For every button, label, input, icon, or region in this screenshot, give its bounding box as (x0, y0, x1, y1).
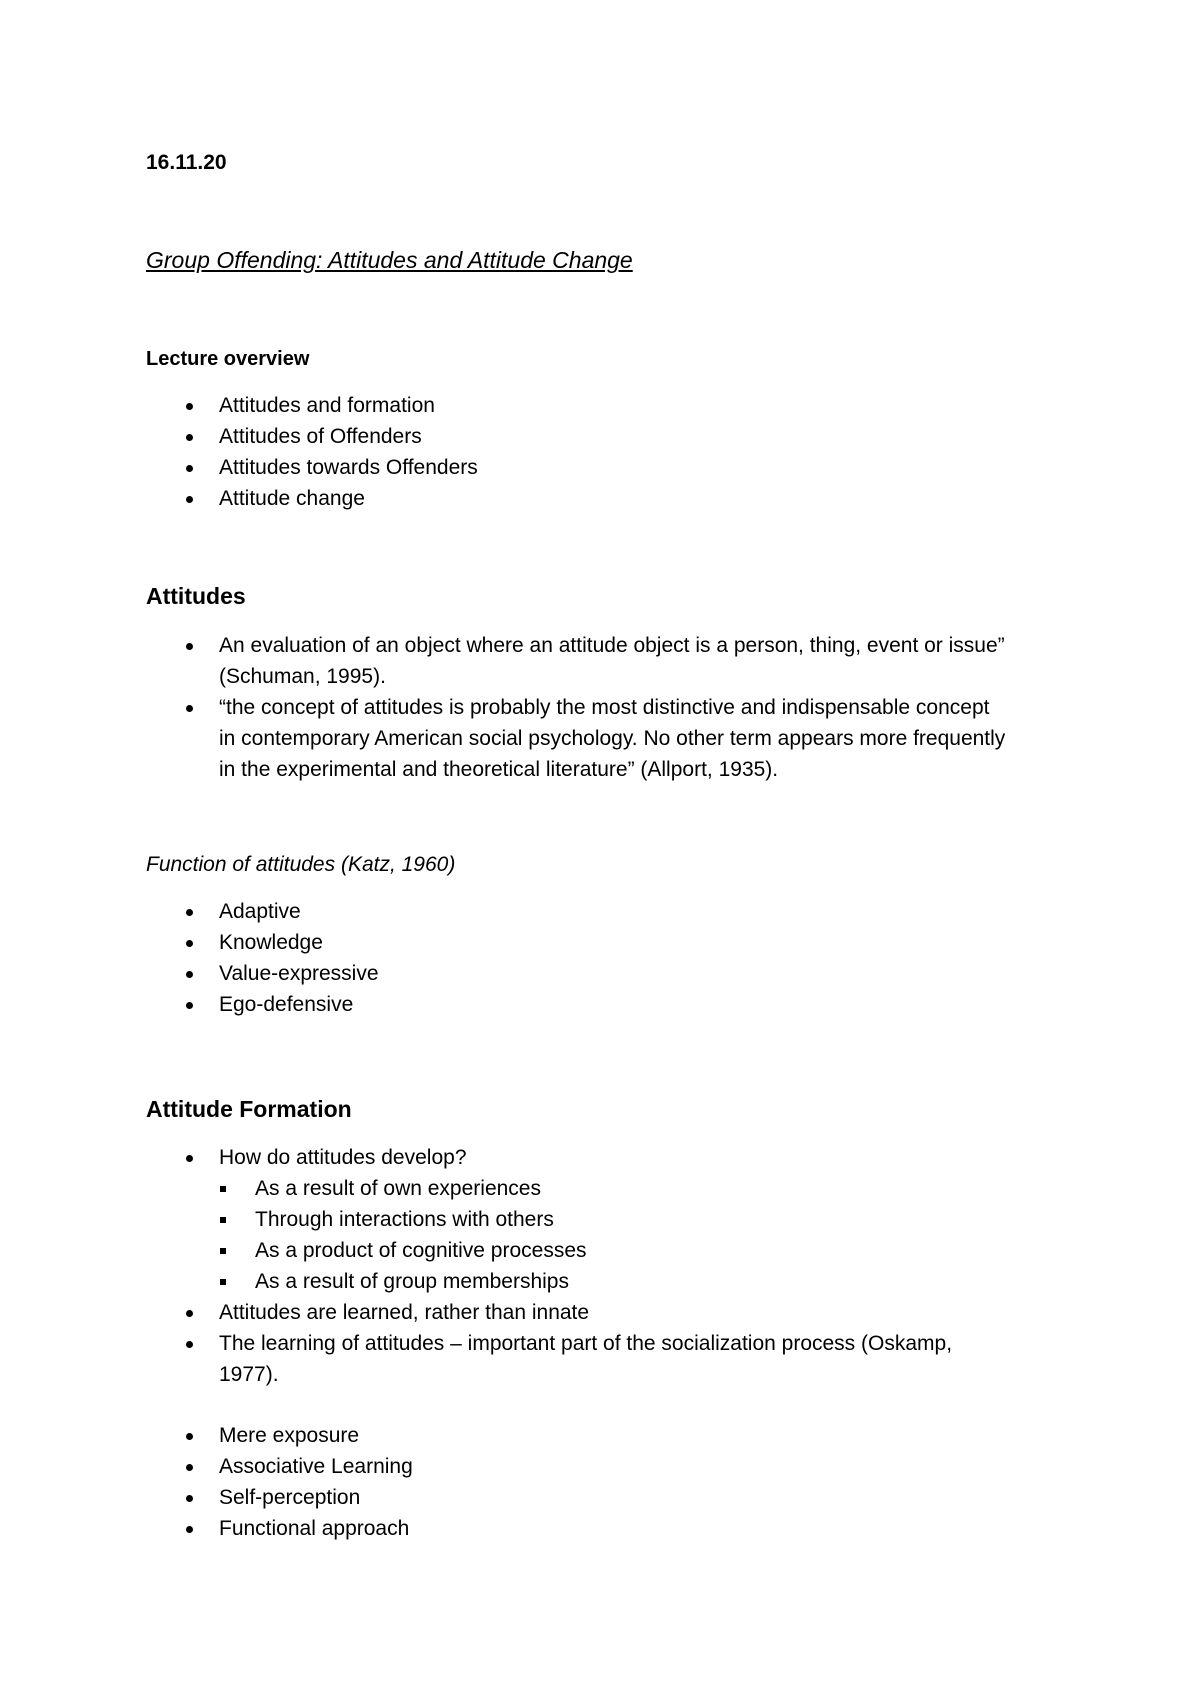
approaches-list (0, 1420, 413, 1544)
functions-list (0, 896, 379, 1020)
list-item: Ego-defensive (219, 993, 354, 1016)
lecture-overview-list (0, 390, 478, 514)
list-item: Attitudes are learned, rather than innate (219, 1301, 590, 1324)
list-item: Attitudes towards Offenders (219, 456, 478, 479)
sub-list-item: As a result of own experiences (255, 1177, 541, 1200)
list-item: Associative Learning (219, 1455, 413, 1478)
list-item: Attitude change (219, 487, 365, 510)
list-item: Self-perception (219, 1486, 361, 1509)
attitudes-list (0, 630, 1005, 785)
list-item: “the concept of attitudes is probably the most distinctive and indispensable concept in contemporary American social psychology. No other term appears more frequently in the experimental and theoretical literature” (Allport, 1935). (219, 696, 1006, 781)
document-title: Group Offending: Attitudes and Attitude Change (146, 247, 633, 273)
formation-list (0, 1142, 952, 1390)
list-item: Functional approach (219, 1517, 410, 1540)
list-item: The learning of attitudes – important part of the socialization process (Oskamp, 1977). (219, 1332, 953, 1386)
functions-heading: Function of attitudes (Katz, 1960) (146, 853, 456, 876)
list-item: Adaptive (219, 900, 301, 923)
formation-heading: Attitude Formation (146, 1096, 352, 1122)
list-item: Knowledge (219, 931, 323, 954)
list-item: How do attitudes develop? (219, 1146, 467, 1169)
list-item: Attitudes and formation (219, 394, 435, 417)
list-item: Value-expressive (219, 962, 379, 985)
sub-list-item: As a product of cognitive processes (255, 1239, 587, 1262)
lecture-overview-heading: Lecture overview (146, 348, 310, 370)
attitudes-heading: Attitudes (146, 583, 246, 609)
list-item: Mere exposure (219, 1424, 360, 1447)
list-item: An evaluation of an object where an attitude object is a person, thing, event or issue” (Schuman, 1995). (219, 634, 1005, 688)
document-date: 16.11.20 (146, 151, 227, 174)
sub-list-item: As a result of group memberships (255, 1270, 569, 1293)
list-item: Attitudes of Offenders (219, 425, 422, 448)
sub-list-item: Through interactions with others (255, 1208, 554, 1231)
